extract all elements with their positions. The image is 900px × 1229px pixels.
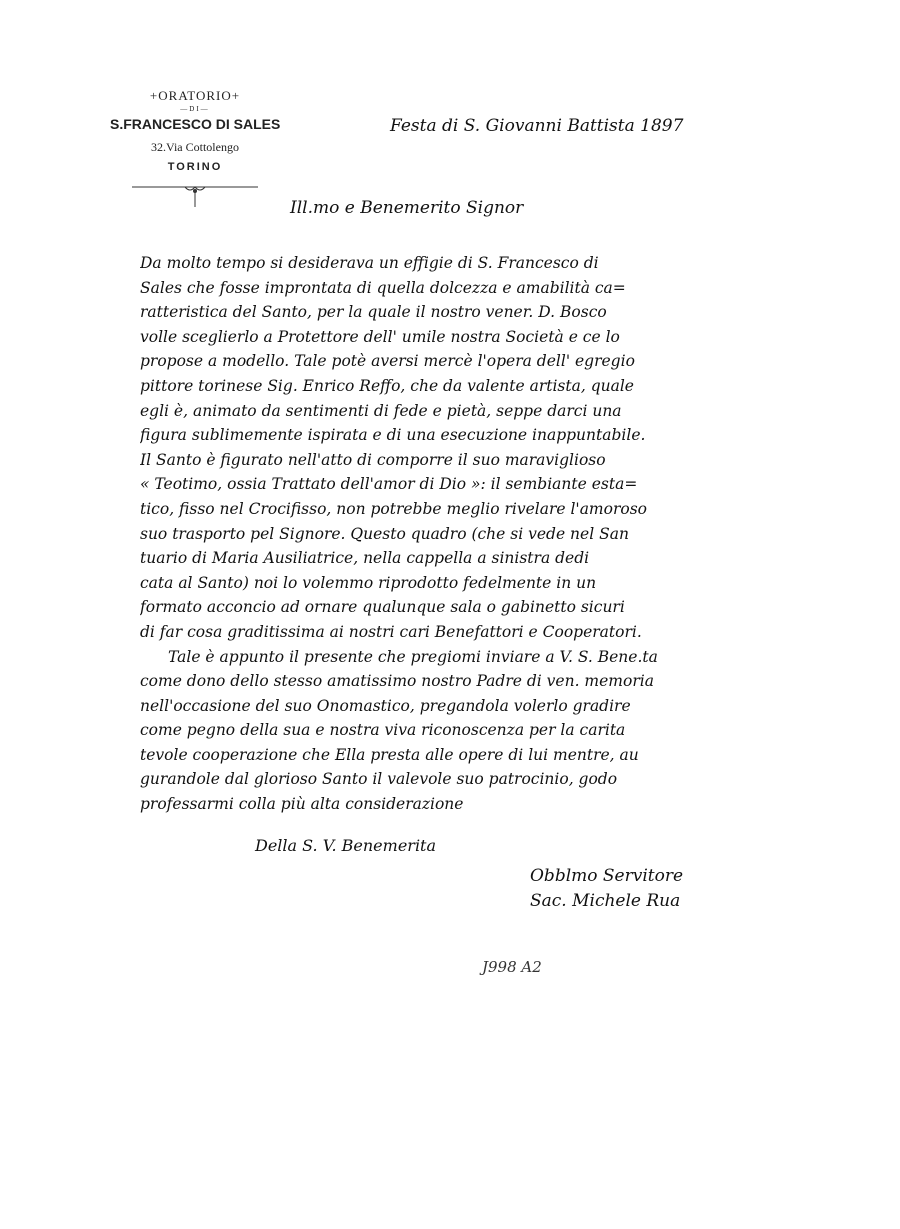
letter-line: gurandole dal glorioso Santo il valevole suo patrocinio, godo: [140, 770, 618, 789]
letter-line: Il Santo è figurato nell'atto di comporre il suo maraviglioso: [140, 450, 606, 469]
letter-line: Tale è appunto il presente che pregiomi inviare a V. S. Bene.ta: [168, 647, 658, 666]
letterhead-name: S.FRANCESCO DI SALES: [110, 116, 281, 132]
salutation: Ill.mo e Benemerito Signor: [290, 198, 524, 218]
letter-body: [140, 251, 780, 817]
letterhead-di: —DI—: [180, 105, 210, 113]
letter-line: suo trasporto pel Signore. Questo quadro (che si vede nel San: [140, 524, 629, 543]
letterhead-title: +ORATORIO+: [149, 88, 241, 103]
letter-line: tevole cooperazione che Ella presta alle opere di lui mentre, au: [140, 745, 639, 764]
letter-sheet: [110, 68, 800, 980]
signature-name: Sac. Michele Rua: [530, 891, 681, 911]
letter-line: propose a modello. Tale potè aversi mercè l'opera dell' egregio: [140, 352, 635, 371]
letterhead: [110, 68, 280, 209]
letterhead-address: 32.Via Cottolengo: [151, 140, 239, 154]
closing-phrase: Della S. V. Benemerita: [255, 836, 437, 855]
letter-line: pittore torinese Sig. Enrico Reffo, che da valente artista, quale: [140, 376, 634, 395]
letter-line: come dono dello stesso amatissimo nostro Padre di ven. memoria: [140, 672, 654, 691]
letter-line: volle sceglierlo a Protettore dell' umile nostra Società e ce lo: [140, 327, 620, 346]
letter-line: « Teotimo, ossia Trattato dell'amor di Dio »: il sembiante esta=: [140, 475, 638, 494]
letter-line: ratteristica del Santo, per la quale il nostro vener. D. Bosco: [140, 303, 607, 322]
letter-line: formato acconcio ad ornare qualunque sala o gabinetto sicuri: [140, 598, 625, 617]
letter-line: Da molto tempo si desiderava un effigie di S. Francesco di: [140, 254, 599, 272]
letter-line: figura sublimemente ispirata e di una esecuzione inappuntabile.: [140, 426, 646, 445]
letter-date: Festa di S. Giovanni Battista 1897: [390, 116, 684, 136]
letter-line: tico, fisso nel Crocifisso, non potrebbe meglio rivelare l'amoroso: [140, 499, 647, 518]
letter-line: cata al Santo) noi lo volemmo riprodotto fedelmente in un: [140, 573, 597, 592]
letterhead-ornament-icon: [130, 179, 260, 209]
letter-line: professarmi colla più alta considerazione: [140, 795, 464, 814]
letter-line: tuario di Maria Ausiliatrice, nella cappella a sinistra dedi: [140, 549, 590, 568]
letter-line: egli è, animato da sentimenti di fede e pietà, seppe darci una: [140, 401, 622, 420]
archive-number: J998 A2: [482, 958, 542, 976]
letterhead-city: TORINO: [167, 161, 223, 173]
letter-line: nell'occasione del suo Onomastico, pregandola volerlo gradire: [140, 696, 631, 715]
letter-line: come pegno della sua e nostra viva riconoscenza per la carita: [140, 721, 626, 740]
letter-line: di far cosa graditissima ai nostri cari Benefattori e Cooperatori.: [140, 622, 642, 641]
letter-line: Sales che fosse improntata di quella dolcezza e amabilità ca=: [140, 278, 626, 297]
signature-servitore: Obblmo Servitore: [530, 866, 684, 886]
